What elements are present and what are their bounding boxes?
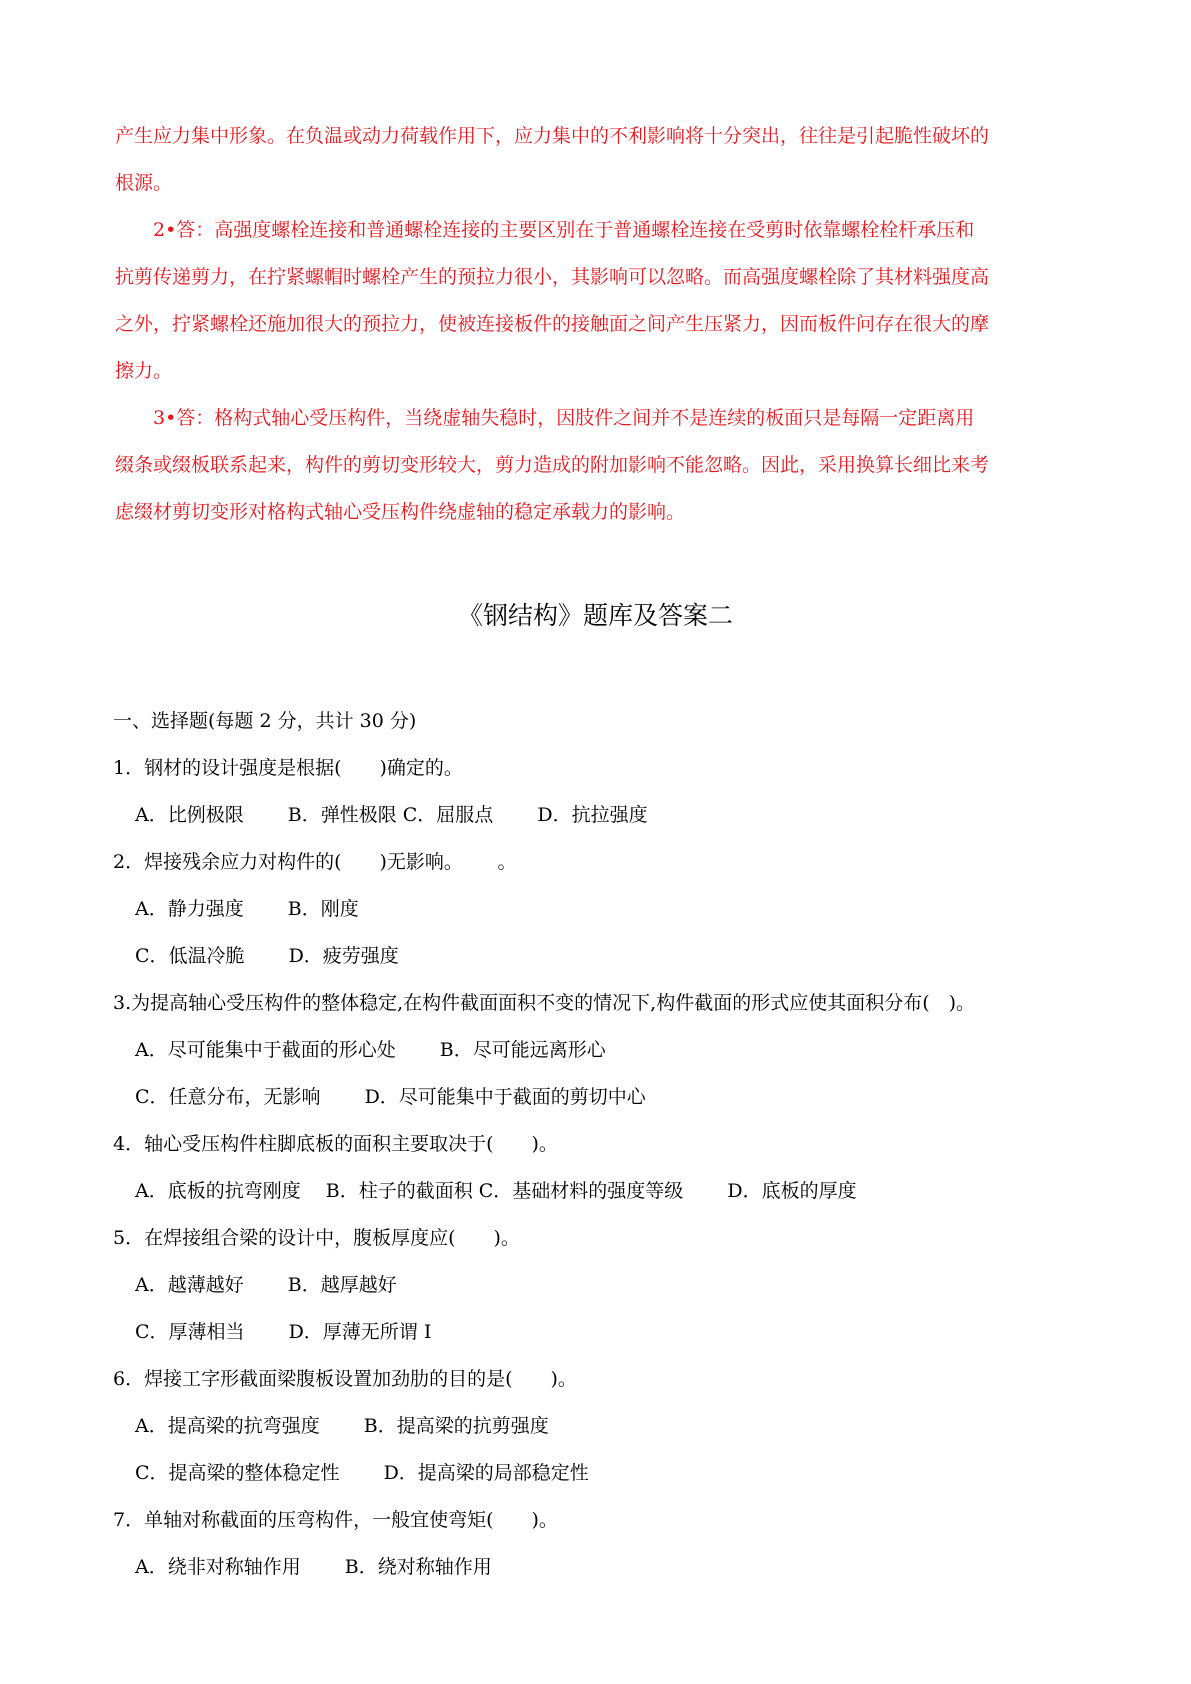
answer-line: 之外，拧紧螺栓还施加很大的预拉力，使被连接板件的接触面之间产生压紧力，因而板件问存在很大的摩	[115, 313, 990, 335]
answer-options: A．尽可能集中于截面的形心处 B．尽可能远离形心	[135, 1039, 606, 1061]
answer-options: C．任意分布，无影响 D．尽可能集中于截面的剪切中心	[135, 1086, 646, 1108]
answer-options: C．提高梁的整体稳定性 D．提高梁的局部稳定性	[135, 1462, 589, 1484]
question-text: 7．单轴对称截面的压弯构件，一般宜使弯矩( )。	[113, 1509, 558, 1531]
answer-line: 抗剪传递剪力，在拧紧螺帽时螺栓产生的预拉力很小，其影响可以忽略。而高强度螺栓除了其材料强度高	[115, 266, 990, 288]
answer-options: C．低温冷脆 D．疲劳强度	[135, 945, 399, 967]
question-text: 1．钢材的设计强度是根据( )确定的。	[113, 757, 463, 779]
answer-line: 产生应力集中形象。在负温或动力荷载作用下，应力集中的不利影响将十分突出，往往是引起脆性破坏的	[115, 125, 990, 147]
answer-line: 根源。	[115, 172, 173, 194]
answer-line: 擦力。	[115, 360, 173, 382]
answer-line: 缀条或缀板联系起来，构件的剪切变形较大，剪力造成的附加影响不能忽略。因此，采用换算长细比来考	[115, 454, 990, 476]
quiz-section	[113, 706, 1093, 1599]
answer-options: A．越薄越好 B．越厚越好	[135, 1274, 397, 1296]
section-heading: 一、选择题(每题 2 分，共计 30 分)	[113, 710, 417, 732]
answer-section	[115, 120, 1080, 543]
answer-line: 3•答：格构式轴心受压构件，当绕虚轴失稳时，因肢件之间并不是连续的板面只是每隔一定距离用	[115, 407, 975, 429]
document-title: 《钢结构》题库及答案二	[457, 601, 733, 630]
answer-options: A．底板的抗弯刚度 B．柱子的截面积 C．基础材料的强度等级 D．底板的厚度	[135, 1180, 857, 1202]
question-text: 2．焊接残余应力对构件的( )无影响。 。	[113, 851, 517, 873]
answer-options: A．提高梁的抗弯强度 B．提高梁的抗剪强度	[135, 1415, 549, 1437]
answer-options: A．比例极限 B．弹性极限 C．屈服点 D．抗拉强度	[135, 804, 648, 826]
answer-options: A．绕非对称轴作用 B．绕对称轴作用	[135, 1556, 492, 1578]
answer-line: 虑缀材剪切变形对格构式轴心受压构件绕虚轴的稳定承载力的影响。	[115, 501, 686, 523]
question-text: 4．轴心受压构件柱脚底板的面积主要取决于( )。	[113, 1133, 558, 1155]
question-text: 6．焊接工字形截面梁腹板设置加劲肋的目的是( )。	[113, 1368, 577, 1390]
answer-line: 2•答：高强度螺栓连接和普通螺栓连接的主要区别在于普通螺栓连接在受剪时依靠螺栓栓杆承压和	[115, 219, 975, 241]
question-text: 3.为提高轴心受压构件的整体稳定,在构件截面面积不变的情况下,构件截面的形式应使其面积分布( )。	[113, 992, 976, 1014]
question-text: 5．在焊接组合梁的设计中，腹板厚度应( )。	[113, 1227, 520, 1249]
answer-options: A．静力强度 B．刚度	[135, 898, 359, 920]
answer-options: C．厚薄相当 D．厚薄无所谓 I	[135, 1321, 432, 1343]
